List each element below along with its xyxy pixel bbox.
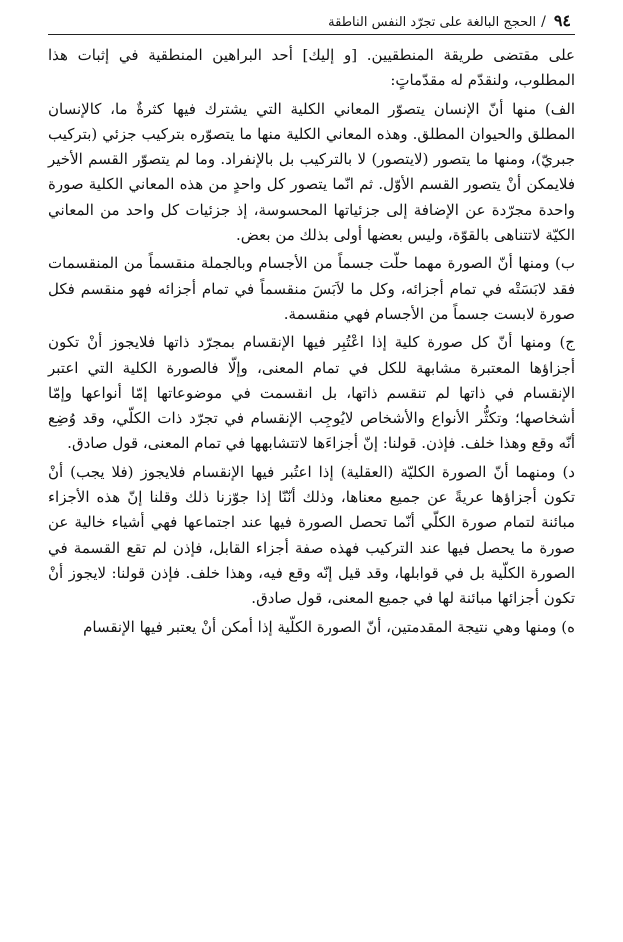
paragraph-text: منها أنّ الإنسان يتصوّر المعاني الكلية التي يشترك فيها كثرةٌ ما، كالإنسان المطلق والحيوان المطلق. وهذه المعاني الكلية منها ما يتصوّره بتركيب جزئي (بتركيب جبريّ)، ومنها ما يتصور (لايتصور) لا بالتركيب بل بالإنفراد. وما لم يتصوّر القسم الأخير فلايمكن أنْ يتصور القسم الأوّل. ثم انّما يتصور كل واحدٍ من هذه المعاني الكلية صورة واحدة مجرّدة عن الإضافة إلى جزئياتها المحسوسة، إذ جزئيات كل واحد من المعاني الكيّة لاتتناهى بالقوّة، وليس بعضها أولى بذلك من بعض. [48,99,575,245]
paragraph-label: د) [562,462,575,481]
paragraph-intro [48,43,575,94]
paragraph-label: ج) [559,333,575,352]
paragraph-text: على مقتضى طريقة المنطقيين. [و إليك] أحد البراهين المنطقية في إثبات هذا المطلوب، ولنقدّم له مقدّماتٍ: [48,46,575,90]
paragraph-heh [48,615,575,640]
book-title: الحجج البالغة على تجرّد النفس الناطقة [328,15,537,30]
header-rule [48,34,575,35]
header-separator: / [541,14,546,30]
paragraph-text: ومنها وهي نتيجة المقدمتين، أنّ الصورة الكلّية إذا أمكن أنْ يعتبر فيها الإنقسام [83,617,557,636]
paragraph-label: ه) [561,617,575,636]
body-text [48,43,575,643]
paragraph-text: ومنهما أنّ الصورة الكليّة (العقلية) إذا اعتُبر فيها الإنقسام فلايجوز (فلا يجب) أنْ تكون أجزاؤها عريةً عن جميع معناها، وذلك أنّنّا إذا جوّزنا ذلك وقلنا إنّ هذه الأجزاء مبائنة لتمام صورة الكلّي أنّما تحصل الصورة فيها عند اجتماعها فهي أشياء خالية عن صورة ما يحصل فيها عند التركيب فهذه صفة أجزاء القابل، فإذن لم تقع القسمة في الصورة الكلّية بل في قوابلها، وقد قيل إنّه وقع فيه، وهذا خلف. فإذن قولنا: لايجوز أنْ تكون أجزائها مبائنة لها في جميع المعنى، قول صادق. [48,462,575,608]
paragraph-jim [48,330,575,456]
paragraph-label: ب) [555,254,575,273]
page-number: ٩٤ [553,11,571,30]
paragraph-text: ومنها أنّ كل صورة كلية إذا اعْتُبِر فيها الإنقسام بمجرّد ذاتها فلايجوز أنْ تكون أجزاؤها المعتبرة مشابهة للكل في تمام المعنى، وإلّا فالصورة الكلية التي اعتبر الإنقسام في ذاتها لم تنقسم ذاتها، بل انقسمت في موضوعاتها إمّا أنواعها وإمّا أشخاصها؛ وتكثُّر الأنواع والأشخاص لايُوجِب الإنقسام في تجرّد ذات الكلّي، وقد وُضِع أنّه وقع وهذا خلف. فإذن. قولنا: إنّ أجزاءَها لاتتشابهها في تمام المعنى، قول صادق. [48,333,575,453]
paragraph-beh [48,251,575,327]
paragraph-dal [48,460,575,612]
paragraph-label: الف) [544,99,575,118]
running-header [52,9,571,33]
paragraph-text: ومنها أنّ الصورة مهما حلّت جسماً من الأجسام وبالجملة منقسماً من المنقسمات فقد لابَسَتْه في تمام أجزائه، وكل ما لاَبَسَ منقسماً في تمام أجزائه فهو منقسم فكل صورة لابست جسماً من الأجسام فهي منقسمة. [48,254,575,323]
paragraph-alef [48,97,575,249]
